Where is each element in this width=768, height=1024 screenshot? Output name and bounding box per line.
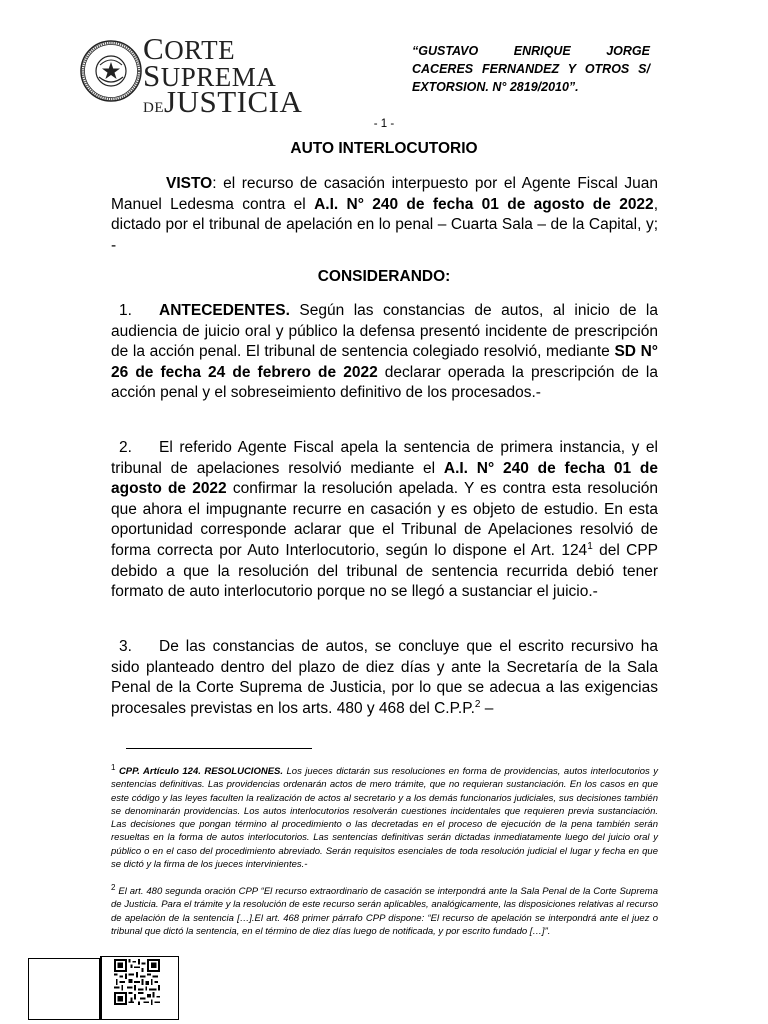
visto-paragraph: VISTO: el recurso de casación interpuesto por el Agente Fiscal Juan Manuel Ledesma contra el A.I. N° 240 de fecha 01 de agosto de 2022, dictado por el tribunal de apelación en lo penal – Cuarta Sala – de la Capital, y; - [111,175,658,254]
visto-reference: A.I. N° 240 de fecha 01 de agosto de 2022 [314,195,654,213]
qr-code-icon[interactable] [114,959,160,1005]
paragraph-number: 1. [119,302,132,319]
footnote-marker[interactable]: 1 [587,540,593,552]
paragraph-3: 3. De las constancias de autos, se concluye que el escrito recursivo ha sido planteado dentro del plazo de diez días y ante la Secretaría de la Sala Penal de la Corte Suprema de Justicia, por lo que se adecua a las exigencias procesales previstas en los arts. 480 y 468 del C.P.P.$^2$ – [111,638,658,717]
coat-of-arms-seal [80,40,142,102]
footnote-1: $^1$ CPP. Artículo 124. RESOLUCIONES. Los jueces dictarán sus resoluciones en forma de providencias, autos interlocutorios y sentencias definitivas. Las providencias ordenarán actos de mero trámite, que no requieran sustanciación. En los casos en que este código y las leyes faculten la realización de actos al secretario y a los demás funcionarios judiciales, sus decisiones también se denominarán providencias. Los autos interlocutorios resolverán cuestiones incidentales que requieren previa sustanciación. Las decisiones que pongan término al procedimiento o las decretadas en el proceso de ejecución de la pena también serán resueltas en la forma de autos interlocutorios. Las sentencias definitivas serán dictadas inmediatamente luego del juicio oral y público o en el caso del procedimiento abreviado. Serán requisitos esenciales de toda resolución judicial el lugar y fecha en que se dictó y la firma de los jueces intervinientes.- [111,762,659,871]
footnote-marker[interactable]: 2 [474,698,481,710]
visto-label: VISTO [166,175,213,192]
signature-box [28,958,100,1020]
ai-reference: A.I. N° 240 de fecha 01 de agosto de 2022 [111,459,658,498]
paragraph-1: 1. ANTECEDENTES. Según las constancias de autos, al inicio de la audiencia de juicio oral y público la defensa presentó incidente de prescripción de la acción penal. El tribunal de sentencia colegiado resolvió, mediante SD N° 26 de fecha 24 de febrero de 2022 declarar operada la prescripción de la acción penal y el sobreseimiento definitivo de los procesados.- [111,302,659,402]
document-title: AUTO INTERLOCUTORIO [290,140,478,157]
page-number: - 1 - [373,118,395,130]
footnote-1-label: CPP. Artículo 124. RESOLUCIONES. [118,766,284,777]
footnote-separator [126,748,312,749]
considerando-heading: CONSIDERANDO: [317,268,451,285]
paragraph-number: 2. [119,439,132,456]
paragraph-number: 3. [119,638,132,655]
case-title: “GUSTAVO ENRIQUE JORGE CACERES FERNANDEZ Y OTROS S/ EXTORSION. N° 2819/2010”. [412,44,650,94]
paragraph-2: 2. El referido Agente Fiscal apela la sentencia de primera instancia, y el tribunal de apelaciones resolvió mediante el A.I. N° 240 de fecha 01 de agosto de 2022 confirmar la resolución apelada. Y es contra esta resolución que ahora el impugnante recurre en casación y es objeto de estudio. En esta oportunidad corresponde aclarar que el Tribunal de Apelaciones resolvió de forma correcta por Auto Interlocutorio, según lo dispone el Art. $124^1$ del CPP debido a que la resolución del tribunal de sentencia recurrida debió tener formato de auto interlocutorio porque no se llegó a sustanciar el juicio.- [111,439,658,601]
antecedentes-heading: ANTECEDENTES. [159,302,290,319]
footnote-2: $^2$ El art. 480 segunda oración CPP “El recurso extraordinario de casación se interpondrá ante la Sala Penal de la Corte Suprema de Justicia. Para el trámite y la resolución de este recurso serán aplicables, analógicamente, las disposiciones relativas al recurso de apelación de la sentencia […].El art. 468 primer párrafo CPP dispone: “El recurso de apelación se interpondrá ante el juez o tribunal que dictó la sentencia, en el término de diez días luego de notificada, y por escrito fundado […]”. [111,882,658,937]
sd-reference: SD N° 26 de fecha 24 de febrero de 2022 [111,343,659,381]
court-logo: CORTE SUPREMA DEJUSTICIA [143,31,303,120]
